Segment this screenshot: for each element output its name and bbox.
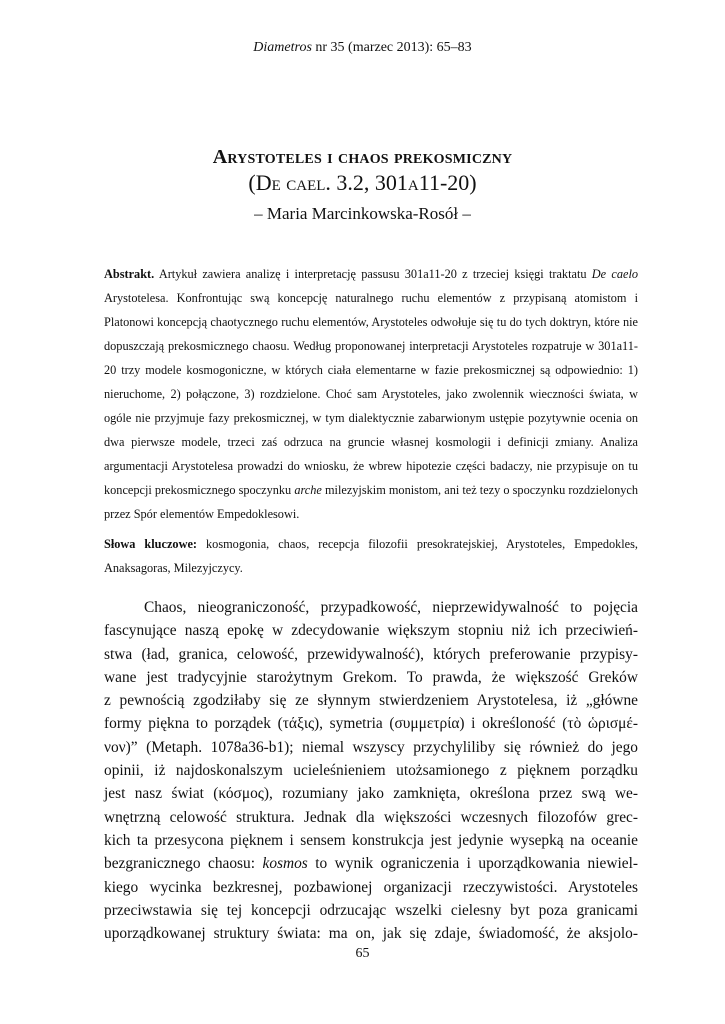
journal-issue: nr 35 (marzec 2013): 65–83	[315, 40, 472, 55]
body-line: stwa (ład, granica, celowość, przewidywalność), których preferowanie przypisy-	[104, 645, 638, 663]
body-term-kosmos: kosmos	[262, 855, 308, 873]
abstract-text-2: Arystotelesa. Konfrontując swą koncepcję naturalnego ruchu elementów z przypisaną atomistom i Platonowi koncepcją chaotycznego ruchu elementów, Arystoteles odwołuje się tu do tych doktryn, które nie dopuszczają prekosmicznego chaosu. Według proponowanej interpretacji Arystoteles rozpatruje w 301a11-20 trzy modele kosmogoniczne, w których ciała elementarne w fazie prekosmicznej są odpowiednio: 1) nieruchome, 2) połączone, 3) rozdzielone. Choć sam Arystoteles, jako zwolennik wieczności świata, w ogóle nie przyjmuje fazy prekosmicznej, w tym dialektycznie zabarwionym ustępie pozytywnie ocenia on dwa pierwsze modele, trzeci zaś odrzuca na gruncie własnej kosmologii i definicji zmiany. Analiza argumentacji Arystotelesa prowadzi do wniosku, że wbrew hipotezie części badaczy, nie przypisuje on tu koncepcji prekosmicznego spoczynku	[104, 291, 638, 497]
body-line: kich ta przesycona pięknem i sensem konstrukcja jest jedynie wysepką na oceanie	[104, 831, 638, 849]
abstract-term: arche	[294, 483, 322, 497]
body-line: opinii, iż najdoskonalszym ucieleśnieniem utożsamionego z pięknem porządku	[104, 762, 638, 780]
abstract-text-1: Artykuł zawiera analizę i interpretację passusu 301a11-20 z trzeciej księgi traktatu	[158, 267, 587, 281]
body-line: fascynujące naszą epokę w zdecydowanie większym stopniu niż ich przeciwień-	[104, 622, 638, 640]
journal-citation	[0, 40, 725, 56]
abstract-section	[104, 262, 638, 580]
body-line-kosmos-before: bezgranicznego chaosu:	[104, 855, 256, 873]
article-author: – Maria Marcinkowska-Rosół –	[254, 204, 471, 223]
journal-name: Diametros	[253, 40, 312, 55]
keywords-label: Słowa kluczowe:	[104, 537, 198, 551]
article-subtitle: (De cael. 3.2, 301a11-20)	[248, 170, 477, 195]
body-line-kosmos	[104, 852, 638, 875]
keywords-paragraph	[104, 532, 638, 580]
body-line-kosmos-after: to wynik ograniczenia i uporządkowania niewiel-	[315, 855, 638, 873]
main-body-text	[104, 596, 638, 945]
body-line: formy piękna to porządek (τάξις), symetria (συμμετρία) i określoność (τὸ ὡρισμέ-	[104, 715, 638, 733]
body-line: Chaos, nieograniczoność, przypadkowość, nieprzewidywalność to pojęcia	[144, 599, 638, 616]
keywords-text: kosmogonia, chaos, recepcja filozofii presokratejskiej, Arystoteles, Empedokles, Anaksagoras, Milezyjczycy.	[104, 537, 638, 575]
body-line: przeciwstawia się tej koncepcji odrzucając wszelki cielesny byt poza granicami	[104, 901, 638, 919]
article-title: Arystoteles i chaos prekosmiczny	[212, 146, 513, 168]
body-line: wnętrzną celowość struktura. Jednak dla większości wczesnych filozofów grec-	[104, 808, 638, 826]
abstract-label: Abstrakt.	[104, 267, 155, 281]
abstract-text-3: milezyjskim monistom, ani też tezy o spoczynku rozdzielonych przez Spór elementów Empedoklesowi.	[104, 483, 638, 521]
body-line: uporządkowanej struktury świata: ma on, jak się zdaje, świadomość, że aksjolo-	[104, 925, 638, 943]
body-line: z pewnością zgodziłaby się ze słynnym stwierdzeniem Arystotelesa, iż „główne	[104, 692, 638, 710]
page-number: 65	[355, 946, 370, 961]
body-line: νον)” (Metaph. 1078a36-b1); niemal wszyscy przychyliliby się również do jego	[104, 738, 638, 756]
abstract-title-ref: De caelo	[591, 267, 639, 281]
body-line: jest nasz świat (κόσμος), rozumiany jako zamknięta, określona przez swą we-	[104, 785, 638, 803]
abstract-paragraph	[104, 262, 638, 526]
body-line: wane jest tradycyjnie starożytnym Grekom. To prawda, że większość Greków	[104, 668, 638, 686]
body-line: kiego wycinka bezkresnej, pozbawionej organizacji rzeczywistości. Arystoteles	[104, 878, 638, 896]
